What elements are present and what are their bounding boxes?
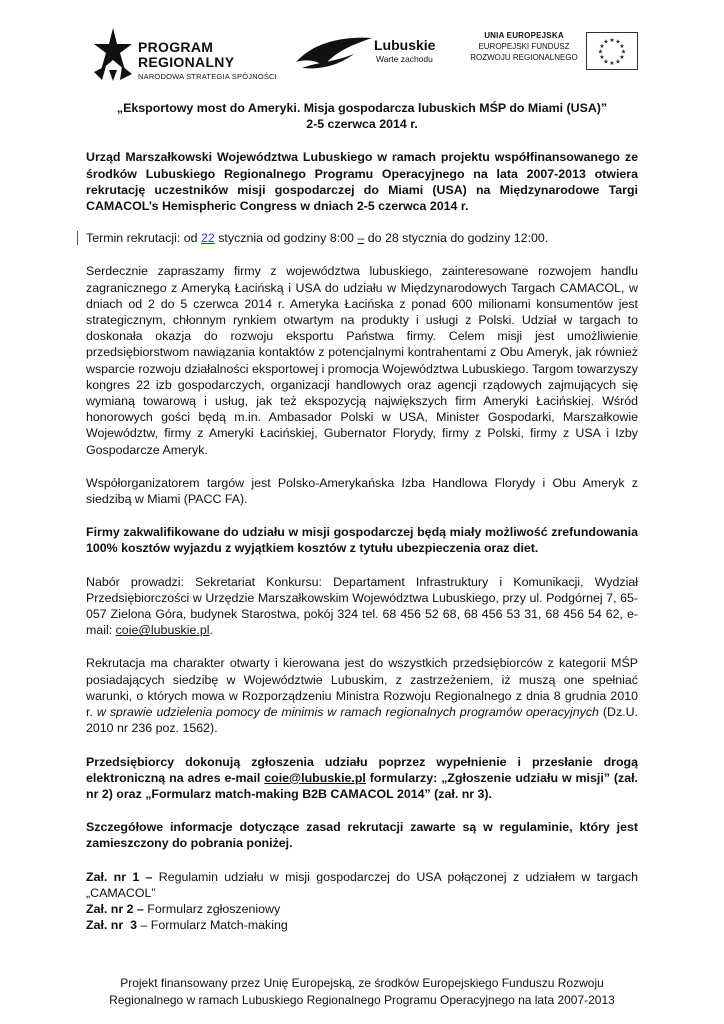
recruitment-term bbox=[86, 230, 638, 246]
eu-logo-line2: EUROPEJSKI FUNDUSZ bbox=[478, 42, 570, 51]
intro-paragraph: Urząd Marszałkowski Województwa Lubuskiego w ramach projektu współfinansowanego ze środków Lubuskiego Regionalnego Programu Operacyjnego na lata 2007-2013 otwiera rekrutację uczestników misji gospodarczej do Miami (USA) na Międzynarodowe Targi CAMACOL’s Hemispheric Congress w dniach 2-5 czerwca 2014 r. bbox=[86, 150, 638, 214]
svg-text:★: ★ bbox=[620, 48, 627, 56]
apply-email-link[interactable]: coie@lubuskie.pl bbox=[264, 770, 366, 785]
attachment-2-label: Zał. nr 2 – bbox=[86, 901, 144, 916]
attachment-1-text: Regulamin udziału w misji gospodarczej do USA połączonej z udziałem w targach „CAMACOL” bbox=[86, 869, 638, 900]
eu-logo-line3: ROZWOJU REGIONALNEGO bbox=[470, 53, 578, 62]
svg-text:★: ★ bbox=[615, 58, 621, 66]
svg-text:★: ★ bbox=[615, 38, 621, 46]
footer-line2: Regionalnego w ramach Lubuskiego Regionalnego Programu Operacyjnego na lata 2007-2013 bbox=[109, 992, 615, 1007]
apply-end: formularzy: „Zgłoszenie udziału w misji” (zał. nr 2) oraz „Formularz match-making B2B CAMACOL 2014” (zał. nr 3). bbox=[86, 770, 638, 801]
lubuskie-logo bbox=[294, 30, 464, 74]
eu-flag-icon bbox=[586, 32, 638, 70]
footer-line1: Projekt finansowany przez Unię Europejską, ze środków Europejskiego Funduszu Rozwoju bbox=[120, 976, 604, 990]
lubuskie-logo-name: Lubuskie bbox=[374, 37, 436, 53]
office-paragraph bbox=[86, 574, 638, 639]
attachment-1[interactable] bbox=[86, 869, 638, 901]
svg-text:★: ★ bbox=[609, 60, 615, 67]
svg-text:★: ★ bbox=[603, 58, 609, 66]
attachment-3-text: – Formularz Match-making bbox=[136, 918, 288, 933]
recruit-end: (Dz.U. 2010 nr 236 poz. 1562). bbox=[86, 705, 638, 736]
eu-logo bbox=[468, 30, 638, 76]
attachment-3[interactable] bbox=[86, 917, 638, 933]
text-cursor bbox=[77, 231, 78, 245]
svg-text:★: ★ bbox=[603, 38, 609, 46]
office-text: Nabór prowadzi: Sekretariat Konkursu: Departament Infrastruktury i Komunikacji, Wydział Przedsiębiorczości w Urzędzie Marszałkowskim Województwa Lubuskiego, przy ul. Podgórnej 7, 65-057 Zielona Góra, budynek Starostwa, pokój 324 tel. 68 456 52 68, 68 456 53 31, 68 456 54 62, e-mail: bbox=[86, 574, 638, 638]
recruitment-paragraph bbox=[86, 655, 638, 736]
svg-text:★: ★ bbox=[619, 43, 625, 50]
lubuskie-logo-tagline: Warte zachodu bbox=[376, 54, 433, 64]
program-logo-line3: NARODOWA STRATEGIA SPÓJNOŚCI bbox=[138, 72, 277, 81]
term-middle: stycznia od godziny 8:00 bbox=[214, 231, 358, 246]
funding-paragraph: Firmy zakwalifikowane do udziału w misji gospodarczej będą miały możliwość zrefundowania 100% kosztów wyjazdu z wyjątkiem kosztów z tytułu ubezpieczenia oraz diet. bbox=[86, 525, 638, 556]
program-logo-line1: PROGRAM bbox=[138, 39, 214, 55]
page-footer bbox=[90, 975, 634, 1008]
eu-logo-line1: UNIA EUROPEJSKA bbox=[484, 31, 564, 40]
svg-text:★: ★ bbox=[609, 37, 615, 44]
attachment-1-label: Zał. nr 1 – bbox=[86, 869, 153, 884]
document-dates: 2-5 czerwca 2014 r. bbox=[306, 117, 418, 132]
term-suffix: do 28 stycznia do godziny 12:00. bbox=[364, 231, 549, 246]
office-email-link[interactable]: coie@lubuskie.pl bbox=[115, 623, 210, 638]
recruit-main: Rekrutacja ma charakter otwarty i kierowana jest do wszystkich przedsiębiorców z kategorii MŚP posiadających siedzibę w Województwie Lubuskim, z zastrzeżeniem, iż muszą one spełniać warunki, o których mowa w Rozporządzeniu Ministra Rozwoju Regionalnego z dnia 8 grudnia 2010 r. bbox=[86, 656, 638, 720]
term-dash: – bbox=[357, 231, 365, 246]
program-logo-line2: REGIONALNY bbox=[138, 54, 235, 70]
invitation-paragraph: Serdecznie zapraszamy firmy z województwa lubuskiego, zainteresowane rozwojem handlu zagranicznego z Ameryką Łacińską i USA do udziału w Międzynarodowych Targach CAMACOL, w dniach od 2 do 5 czerwca 2014 r. Ameryka Łacińska z ponad 600 milionami konsumentów jest strategicznym, chłonnym rynkiem otwartym na produkty i usługi z Polski. Udział w targach to doskonała okazja do rozwoju eksportu Państwa firmy. Celem misji jest umożliwienie przedsiębiorstwom nawiązania kontaktów z potencjalnymi kontrahentami z Obu Ameryk, jak również wsparcie rozwoju działalności eksportowej i promocja Województwa Lubuskiego. Targom towarzyszy kongres 22 izb gospodarczych, organizacji handlowych oraz agencji rządowych zajmujących się wymianą towarową i usług, jak też ekspozycją największych firm Ameryki Łacińskiej. Wśród honorowych gości będą m.in. Ambasador Polski w USA, Minister Gospodarki, Marszałkowie Województw, firmy z Ameryki Łacińskiej, Gubernator Florydy, firmy z Polski, firmy z USA i Izby Gospodarcze Ameryk. bbox=[86, 264, 638, 457]
application-paragraph bbox=[86, 754, 638, 803]
svg-text:★: ★ bbox=[599, 54, 605, 61]
recruit-regulation-title: w sprawie udzielenia pomocy de minimis w ramach regionalnych programów operacyjnych bbox=[96, 705, 599, 720]
lubuskie-wing-icon bbox=[294, 32, 374, 72]
page-header bbox=[0, 0, 724, 90]
details-paragraph: Szczegółowe informacje dotyczące zasad rekrutacji zawarte są w regulaminie, który jest zamieszczony do pobrania poniżej. bbox=[86, 820, 638, 851]
program-regionalny-logo bbox=[92, 26, 277, 84]
attachment-2-text: Formularz zgłoszeniowy bbox=[143, 901, 281, 916]
program-star-icon bbox=[92, 26, 134, 82]
svg-text:★: ★ bbox=[619, 54, 625, 61]
apply-start: Przedsiębiorcy dokonują zgłoszenia udziału poprzez wypełnienie i przesłanie drogą elektroniczną na adres e-mail bbox=[86, 754, 638, 785]
coorganizer-paragraph: Współorganizatorem targów jest Polsko-Amerykańska Izba Handlowa Florydy i Obu Ameryk z siedzibą w Miami (PACC FA). bbox=[86, 475, 638, 507]
term-prefix: Termin rekrutacji: od bbox=[86, 231, 201, 246]
attachment-2[interactable] bbox=[86, 901, 638, 917]
document-title: „Eksportowy most do Ameryki. Misja gospodarcza lubuskich MŚP do Miami (USA)” bbox=[116, 101, 608, 115]
svg-text:★: ★ bbox=[599, 43, 605, 50]
attachment-3-label: Zał. nr 3 bbox=[86, 918, 137, 933]
svg-text:★: ★ bbox=[597, 48, 604, 56]
term-start-day: 22 bbox=[201, 231, 215, 246]
office-end: . bbox=[209, 623, 213, 638]
document-body bbox=[86, 100, 638, 933]
